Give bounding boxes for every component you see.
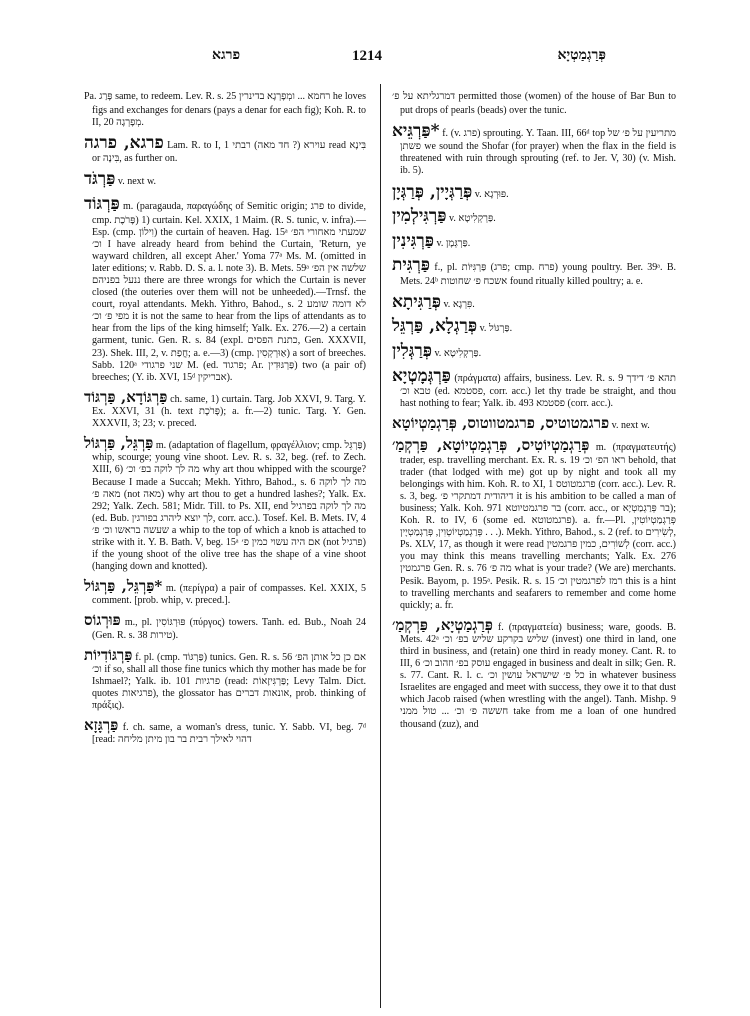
dictionary-entry xyxy=(392,84,676,117)
entry-headword: פרגא, פרגה xyxy=(84,132,164,153)
column-divider xyxy=(380,84,381,1008)
dictionary-entry xyxy=(84,388,366,430)
entry-headword: פַּרְגִּילְמִין xyxy=(392,206,447,227)
dictionary-entry xyxy=(84,133,366,166)
entry-text: f. ch. same, a woman's dress, tunic. Y. Sabb. VI, beg. 7ᵈ [read: דהוי לאילך רבית בר בון מיתן מליחה xyxy=(92,722,367,746)
page-header xyxy=(76,48,676,72)
entry-headword: פַּרְגָּזָא xyxy=(84,716,119,735)
entry-headword: פַּרְגֵּיא* xyxy=(392,120,440,141)
entry-text: v. next w. xyxy=(117,176,157,188)
dictionary-entry xyxy=(84,434,366,573)
entry-text: Pa. פָּרַג same, to redeem. Lev. R. s. 25 רחמא ... ומְפָרְגָא בדינרין he loves figs and exchanges for denars (pays a denar for each fig); Koh. R. to II, 20 מְפָרְגָה. xyxy=(84,91,366,128)
dictionary-entry xyxy=(392,255,676,288)
entry-text: v. פַּרְקְלִיטָא. xyxy=(449,213,496,225)
entry-text: f. (v. פרג) sprouting. Y. Taan. III, 66ᵈ top מתריעין על פ׳ של פשתן we sound the Shofar (for prayer) when the flax in the field is threatened with ruin through sprouting (ref. to Jer. V, 30) (v. Mish. ib. 5). xyxy=(400,127,676,177)
entry-headword: פַּרְגֵּל, פַּרְגּוֹל* xyxy=(84,577,163,596)
dictionary-entry xyxy=(84,84,366,129)
entry-text: m. (περίγρα) a pair of compasses. Kel. XXIX, 5 comment. [prob. whip, v. preced.]. xyxy=(92,583,366,607)
entry-headword: פְּרַגְמַטְיוֹטִיס, פְּרַגְמַטְיוֹטָא, פַּרְקְמַ׳ xyxy=(392,436,590,455)
running-head-right: פְּרַגְמַטְיָא xyxy=(557,48,606,63)
entry-text: v. פַּרְקְלִיטָא. xyxy=(434,347,482,359)
dictionary-entry xyxy=(84,169,366,190)
dictionary-entry xyxy=(392,616,676,731)
entry-text: v. פּוּרְגָא. xyxy=(474,188,509,200)
dictionary-entry xyxy=(84,716,366,746)
entry-text: f. pl. (cmp. פַּרְגּוֹד) tunics. Gen. R. s. 56 אם כן כל אותן הפ׳ וכ׳ if so, shall all those fine tunics which thy mother has made be for Ishmael?; Yalk. ib. 101 פרגיות (read: פַּרְגִּיזָאוֹת; Levy Talm. Dict. quotes פרגיאות), the glossator has אונאות דברים, prob. thinking of πράξις). xyxy=(92,651,367,712)
dictionary-entry xyxy=(84,611,366,641)
entry-text: (πράγματα) affairs, business. Lev. R. s. 9 תהא פ׳ דידך טבא וכ׳ (ed. פסטמא, corr. acc.) let thy trade be straight, and thou hast nothing to fear; Yalk. ib. 493 פסטמא (corr. acc.). xyxy=(400,372,676,410)
page-number: 1214 xyxy=(352,48,382,64)
dictionary-entry xyxy=(392,231,676,252)
dictionary-entry xyxy=(392,182,676,203)
dictionary-entry xyxy=(392,414,676,432)
left-column xyxy=(84,84,366,750)
entry-headword: פּוּרְגוֹס xyxy=(84,611,121,630)
entry-text: ch. same, 1) curtain. Targ. Job XXVI, 9. Targ. Y. Ex. XXVI, 31 (h. text פָּרֹכֶת); a. fr.—2) tunic. Targ. Y. Gen. XXXVII, 3; 23; v. preced. xyxy=(92,393,367,430)
entry-text: דמרגליתא על פ׳ permitted those (women) of the house of Bar Bun to put drops of pearls (beads) over the tunic. xyxy=(392,91,676,116)
entry-headword: פְּרַגְלָא, פַּרְגֵּל xyxy=(392,316,478,337)
dictionary-entry xyxy=(84,577,366,607)
entry-headword: פְּרַגְמַטְיָא, פַּרְקְמַ׳ xyxy=(392,615,493,634)
running-head-left: פרגא xyxy=(212,48,241,63)
right-column xyxy=(392,84,676,735)
entry-text: Lam. R. to I, 1 עוירא (? חד מאה) רבתי read בִּינָא or בִּינָה, as further on. xyxy=(92,139,367,165)
dictionary-entry xyxy=(392,206,676,227)
dictionary-entry xyxy=(84,646,366,713)
entry-text: f., pl. פַּרְגִּיּוֹת (פרג; cmp. פרח) young poultry. Ber. 39ᵃ. B. Mets. 24ᵇ אשכח פ׳ שחוטות found ritually killed poultry; a. e. xyxy=(400,262,677,287)
entry-headword: פַּרְגּוֹד xyxy=(84,193,120,214)
entry-headword: פרגמטוטיס, פרגמטווטוס, פְּרַגְמַטְיוֹטָא xyxy=(392,414,610,433)
entry-headword: פַּרְגֹּד xyxy=(84,169,116,190)
dictionary-entry xyxy=(392,436,676,611)
dictionary-entry xyxy=(392,366,676,411)
entry-headword: פְּרַגְּיָין, פְּרַגְּיָן xyxy=(392,181,473,202)
entry-headword: פְּרַגְּלִין xyxy=(392,340,432,361)
entry-headword: פַּרְגּוֹדָא, פַּרְגּוֹד xyxy=(84,387,168,406)
dictionary-entry xyxy=(84,194,366,384)
entry-text: m., pl. פּוּרְגּוֹסִין (πύργος) towers. Tanh. ed. Bub., Noah 24 (Gen. R. s. 38 טירות). xyxy=(92,617,366,641)
entry-text: v. next w. xyxy=(611,420,650,432)
entry-text: m. (paragauda, παραγώδης of Semitic origin; פרג to divide, cmp. פָּרֹכֶת) 1) curtain. Kel. XXIX, 1 Maim. (R. S. tunic, v. infra).—Esp. (cmp. וִילוֹן) the curtain of heaven. Hag. 15ᵃ שמעתי מאחורי הפ׳ וכ׳ I have already heard from behind the Curtain, 'Return, ye wayward children, all except Aher.' Yoma 77ᵃ Ms. M. (omitted in later editions; v. Rabb. D. S. a. l. note 3). B. Mets. 59ᵃ שלשה אין הפ׳ ננעל בפניהם there are three wrongs for which the Curtain is never closed (the outeries over them will not be unheeded).—Trnsf. the court, royal attendants. Mekh. Yithro, Bahod., s. 2 לא דומה שומע מפי פ׳ וכ׳ it is not the same to hear from the lips of attendants as to hear from the lips of the king himself; Yalk. Ex. 276.—2) a certain garment, tunic. Gen. R. s. 84 (expl. כתנת הפסים, Gen. XXXVII, 23). Shek. III, 2, v. חֲפַת; a. e.—3) (cmp. אַוּרְקְסִין) a sort of breeches. Sabb. 120ᵃ שני פרגודי M. (ed. פרגוד; Ar. פַּרְגּוּדִין) two (a pair of) breeches; (Y. ib. XVI, 15ᵈ אבריקין). xyxy=(92,200,367,383)
entry-text: f. (πραγματεία) business; ware, goods. B. Mets. 42ᵃ שליש בקרקע שליש בפ׳ וכ׳ (invest) one third in land, one third in business, and (retain) one third in ready money. Cant. R. to III, 6 עוסק בפ׳ וזהוב וכ׳ engaged in business and dealt in silk; Gen. R. s. 77. Cant. R. l. c. כל פ׳ שישראל עושין וכ׳ in whatever business Israelites are engaged and meet with success, they owe it to that dust which Jacob raised (when wrestling with the angel). Tanh. Mishp. 9 חששה פ׳ וכ׳ ... טול ממני take from me a loan of one hundred thousand (zuz), and xyxy=(400,621,677,730)
entry-headword: פַּרְגִּית xyxy=(392,255,431,276)
entry-headword: פְּרַגִּיתָא xyxy=(392,291,441,312)
entry-text: v. פַּרְגּוֹל. xyxy=(479,323,513,335)
entry-text: m. (πραγματευτής) trader, esp. travelling merchant. Ex. R. s. 19 ראו הפ׳ וכ׳ behold, that trader (that lodged with me) got up by night and took all my belongings with him. Koh. R. to XI, 1 פרגמטוטס (corr. acc.). Lev. R. s. 3, beg. דיהודית דמתקרי פ׳ it is his ambition to be called a man of business; Yalk. Koh. 971 בר פרגמטיוטא (corr. acc., or בר פְּרַגְמַטְיָא); Koh. R. to IV, 6 (some ed. פרגמטוטא). a. fr.—Pl. פְּרַגְמַטְיוֹטִין, פְּרַגְמַטְיוֹטְוִין, פְּרַגְמַטְיָין . . .). Mekh. Yithro, Bahod., s. 2 (ref. to לְשִׂירִים, Ps. XLV, 17, as though it were read לְשׁוֹרִים, כמין פרגמטין (corr. acc.) you may think this means travelling merchants; Yalk. Ex. 276 פרגמטין Gen. R. s. 76 מה פ׳ what is your trade? (We are) merchants. Pesik. Bayom, p. 195ᵃ. Pesik. R. s. 15 רמז לפרגמטין וכ׳ this is a hint to travelling merchants and seafarers to remember and come home quickly; a. fr. xyxy=(400,442,677,611)
entry-headword: פַּרְגּוֹדִיוֹת xyxy=(84,645,133,664)
entry-text: m. (adaptation of flagellum, φραγέλλιον; cmp. פַּרְגֵּל) whip, scourge; young vine shoot. Lev. R. s. 32, beg. (ref. to Zech. XIII, 6) מה לך לוקה בפ׳ וכ׳ why art thou whipped with the scourge? Because I made a Succah; Mekh. Yithro, Bahod., s. 6 מה לך לוקה מאה פ׳ (not מאה) why art thou to get a hundred lashes?; Yalk. Ex. 292; Yalk. Zech. 581; Midr. Till. to Ps. XII, end מה לך לוקה בפרגיל (ed. Bub. לך יוצא ליהרג בפורגין, corr. acc.). Tosef. Kel. B. Mets. IV, 4 שעשה בראשו וכ׳ פ׳ a whip to the top of which a knob is attached to strike with it. Y. B. Bath. V, beg. 15ᵃ אם היה עשוי כמין פ׳ (not פרגיל) if the young shoot of the olive tree has the shape of a vine shoot (hanging down and knotted). xyxy=(92,440,367,573)
entry-text: v. פִּרְגָא. xyxy=(443,298,475,310)
entry-headword: פַּרְגִּינִין xyxy=(392,230,434,251)
dictionary-entry xyxy=(392,121,676,178)
dictionary-entry xyxy=(392,341,676,362)
dictionary-entry xyxy=(392,316,676,337)
entry-text: v. פַּרְגְּמָן. xyxy=(436,237,471,249)
dictionary-entry xyxy=(392,292,676,313)
entry-headword: פַּרְגְּמָטְיָא xyxy=(392,365,451,386)
entry-headword: פַּרְגֵּל, פַּרְגּוֹל xyxy=(84,434,154,453)
